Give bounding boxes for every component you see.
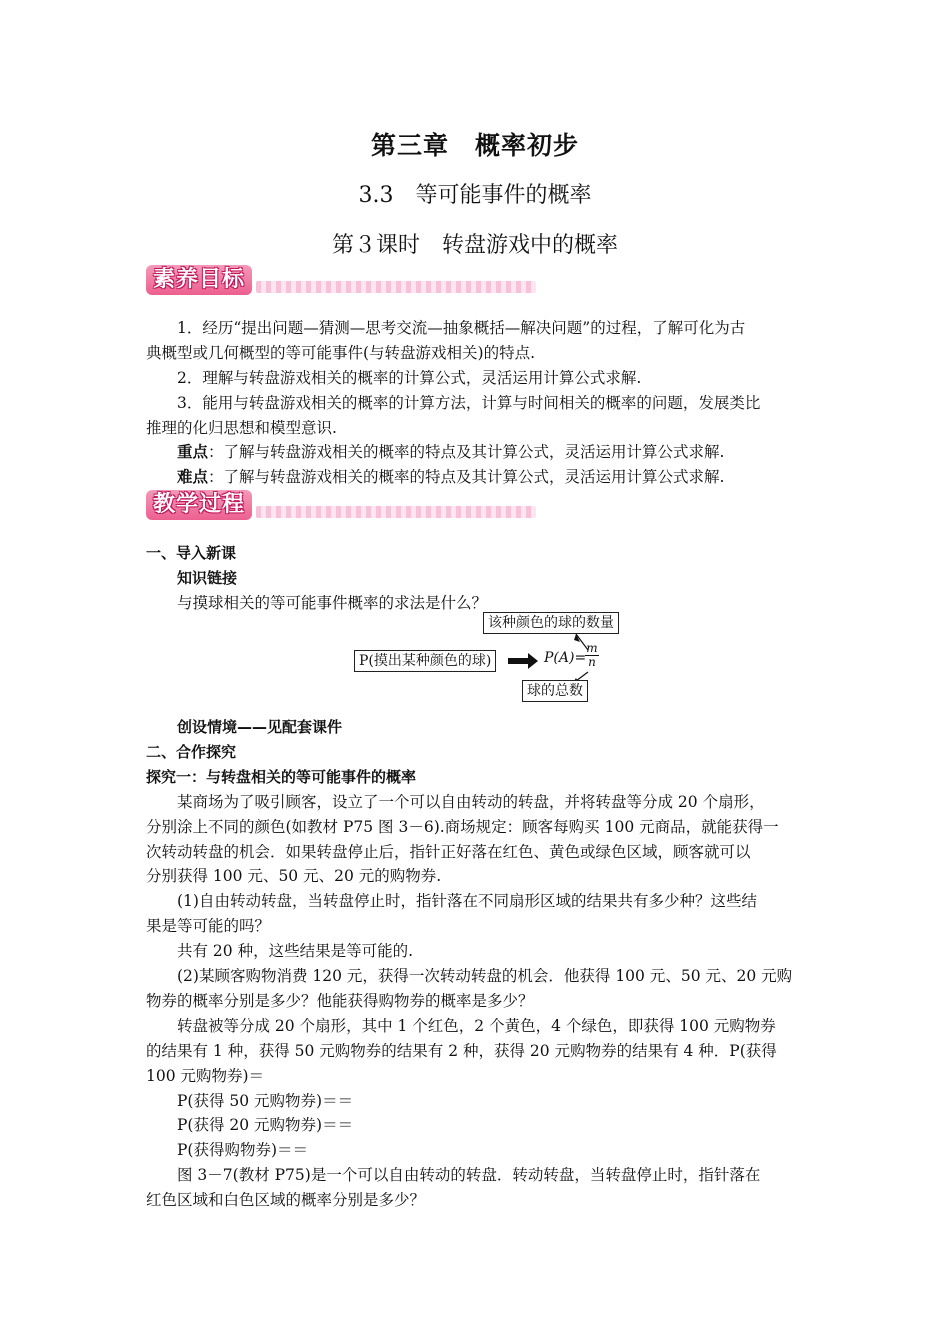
question-3-line-1: 图 3－7(教材 P75)是一个可以自由转动的转盘．转动转盘，当转盘停止时，指针落在 [177, 1166, 761, 1184]
total-count-box: 球的总数 [522, 680, 588, 702]
favorable-count-box: 该种颜色的球的数量 [483, 612, 619, 634]
problem-line-4: 分别获得 100 元、50 元、20 元的购物券. [146, 867, 442, 885]
answer-2-line-1: 转盘被等分成 20 个扇形，其中 1 个红色，2 个黄色，4 个绿色，即获得 100 元购物券 [177, 1017, 776, 1035]
formula-left: P(A)= [544, 650, 587, 666]
question-1-line-2: 果是等可能的吗？ [146, 917, 271, 935]
lesson-title: 第３课时 转盘游戏中的概率 [331, 233, 618, 258]
goal-3-line-1: 3．能用与转盘游戏相关的概率的计算方法，计算与时间相关的概率的问题，发展类比 [177, 394, 761, 412]
section-title: 3.3 等可能事件的概率 [358, 183, 592, 208]
key-point-text: ：了解与转盘游戏相关的概率的特点及其计算公式，灵活运用计算公式求解. [208, 443, 725, 461]
goal-3-line-2: 推理的化归思想和模型意识. [146, 419, 337, 437]
explore-1-heading: 探究一：与转盘相关的等可能事件的概率 [146, 768, 417, 786]
goal-1-line-2: 典概型或几何概型的等可能事件(与转盘游戏相关)的特点. [146, 344, 536, 362]
heading-intro: 一、导入新课 [146, 544, 237, 562]
key-point-label: 重点 [177, 443, 209, 461]
chapter-title: 第三章 概率初步 [370, 131, 579, 160]
heading-explore: 二、合作探究 [146, 743, 237, 761]
answer-2-line-2: 的结果有 1 种，获得 50 元购物券的结果有 2 种，获得 20 元购物券的结果有 4 种．P(获得 [146, 1042, 777, 1060]
question-2-line-1: (2)某顾客购物消费 120 元，获得一次转动转盘的机会．他获得 100 元、50 元、20 元购 [177, 967, 793, 985]
diagram-arrows [500, 628, 700, 688]
goals-banner-label: 素养目标 [146, 265, 252, 295]
problem-line-3: 次转动转盘的机会．如果转盘停止后，指针正好落在红色、黄色或绿色区域，顾客就可以 [146, 843, 751, 861]
difficulty-point-text: ：了解与转盘游戏相关的概率的特点及其计算公式，灵活运用计算公式求解. [208, 468, 725, 486]
scene-setting: 创设情境——见配套课件 [177, 718, 343, 736]
subheading-knowledge-link: 知识链接 [177, 569, 238, 587]
problem-line-1: 某商场为了吸引顾客，设立了一个可以自由转动的转盘，并将转盘等分成 20 个扇形， [177, 793, 765, 811]
key-point [177, 441, 841, 463]
goals-banner [146, 265, 536, 301]
numerator: m [586, 641, 598, 655]
fraction [585, 642, 599, 669]
problem-line-2: 分别涂上不同的颜色(如教材 P75 图 3－6).商场规定：顾客每购买 100 元商品，就能获得一 [146, 818, 779, 836]
denominator: n [585, 655, 599, 669]
question-3-line-2: 红色区域和白色区域的概率分别是多少？ [146, 1191, 426, 1209]
answer-1: 共有 20 种，这些结果是等可能的. [177, 942, 414, 960]
difficulty-point [177, 466, 841, 488]
goal-2: 2．理解与转盘游戏相关的概率的计算公式，灵活运用计算公式求解. [177, 369, 642, 387]
right-arrow-icon [508, 653, 538, 669]
process-banner [146, 490, 536, 526]
question-1-line-1: (1)自由转动转盘，当转盘停止时，指针落在不同扇形区域的结果共有多少种？这些结 [177, 892, 757, 910]
answer-2-line-6: P(获得购物券)＝＝ [177, 1141, 309, 1159]
goal-1-line-1: 1．经历“提出问题—猜测—思考交流—抽象概括—解决问题”的过程，了解可化为古 [177, 319, 746, 337]
banner-stripe [256, 281, 536, 293]
event-probability-box: P(摸出某种颜色的球) [354, 650, 496, 672]
banner-stripe [256, 506, 536, 518]
difficulty-point-label: 难点 [177, 468, 209, 486]
answer-2-line-3: 100 元购物券)＝ [146, 1067, 265, 1085]
question-2-line-2: 物券的概率分别是多少？他能获得购物券的概率是多少？ [146, 992, 534, 1010]
answer-2-line-5: P(获得 20 元购物券)＝＝ [177, 1116, 354, 1134]
process-banner-label: 教学过程 [146, 490, 252, 520]
question-ball-probability: 与摸球相关的等可能事件概率的求法是什么？ [177, 594, 488, 612]
answer-2-line-4: P(获得 50 元购物券)＝＝ [177, 1092, 354, 1110]
